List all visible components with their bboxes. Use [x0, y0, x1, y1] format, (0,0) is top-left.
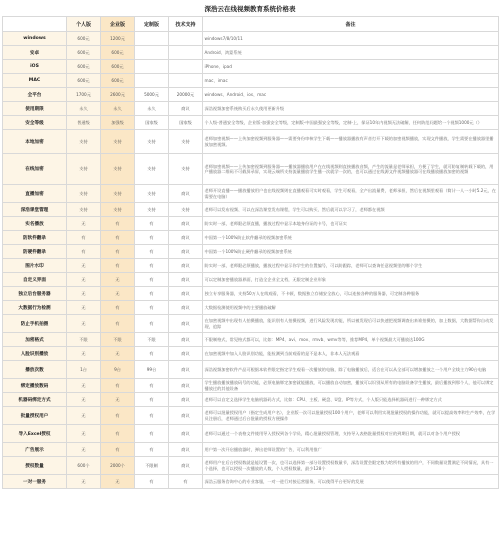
cell-enterprise: 支持	[101, 203, 135, 217]
row-feature: 机器码绑定方式	[3, 393, 67, 407]
row-note: mac、imac	[203, 74, 499, 88]
table-row	[3, 301, 499, 315]
header-enterprise: 企业版	[101, 17, 135, 32]
row-feature: 绑定播放数码	[3, 379, 67, 393]
cell-personal: 有	[67, 231, 101, 245]
row-feature: windows	[3, 32, 67, 46]
cell-support: 商议	[169, 347, 203, 361]
cell-personal: 无	[67, 315, 101, 333]
cell-enterprise: 加强级	[101, 116, 135, 130]
cell-custom: 有	[135, 379, 169, 393]
row-note: 老师加密视频——上传加密视频到服务器——需要身份审核学生下载——播放器播放有声音打开下载的加密视频播放，实现文件播放，学生需要在播放器里播放加密视频。	[203, 130, 499, 154]
cell-personal: 无	[67, 379, 101, 393]
cell-personal: 永久	[67, 102, 101, 116]
row-note: 中国第一个100%防止硬件翻录的视频加密系统	[203, 245, 499, 259]
cell-enterprise: 2000个	[101, 457, 135, 475]
cell-personal: 无	[67, 443, 101, 457]
cell-enterprise: 有	[101, 379, 135, 393]
header-row	[3, 17, 499, 32]
cell-custom: 国家级	[135, 116, 169, 130]
table-row	[3, 74, 499, 88]
table-row	[3, 443, 499, 457]
cell-personal: 600元	[67, 32, 101, 46]
cell-support: 支持	[169, 130, 203, 154]
cell-enterprise: 600元	[101, 60, 135, 74]
row-feature: 实名播放	[3, 217, 67, 231]
cell-custom: 有	[135, 301, 169, 315]
cell-support: 国家级	[169, 116, 203, 130]
table-row	[3, 475, 499, 489]
cell-support: 商议	[169, 443, 203, 457]
row-note: windows、Android、ios、mac	[203, 88, 499, 102]
table-body	[3, 32, 499, 489]
row-note: 大数据检测使用视频中的主要播放破解	[203, 301, 499, 315]
cell-support	[169, 74, 203, 88]
cell-personal: 无	[67, 425, 101, 443]
cell-custom: 有	[135, 347, 169, 361]
cell-support	[169, 32, 203, 46]
table-row	[3, 185, 499, 203]
cell-enterprise: 支持	[101, 185, 135, 203]
cell-enterprise: 有	[101, 443, 135, 457]
cell-custom	[135, 32, 169, 46]
table-row	[3, 407, 499, 425]
row-feature: 在线加密	[3, 154, 67, 185]
row-feature: 本地加密	[3, 130, 67, 154]
table-row	[3, 130, 499, 154]
cell-enterprise: 有	[101, 217, 135, 231]
cell-support: 商议	[169, 333, 203, 347]
row-note: 在加密视频中出现有人拍摄播放，能识别有人拍摄视频，进行风险发现功能，所以被发现后可以快速把视频调查出来谁拍摄的，加上数据，大数据帮你自动发现，追踪	[203, 315, 499, 333]
row-feature: 直播加密	[3, 185, 67, 203]
cell-enterprise: 有	[101, 407, 135, 425]
cell-enterprise: 9台	[101, 361, 135, 379]
cell-enterprise: 有	[101, 301, 135, 315]
cell-personal: 600个	[67, 457, 101, 475]
row-note: 老师可以自定义选择学生电脑机器码方式，比如：CPU、主板、硬盘、U盘、IP等方式，个人版只能选择机器码进行一种绑定方式	[203, 393, 499, 407]
row-feature: 广告展示	[3, 443, 67, 457]
row-feature: 安卓	[3, 46, 67, 60]
table-row	[3, 203, 499, 217]
cell-personal: 1700元	[67, 88, 101, 102]
cell-enterprise: 永久	[101, 102, 135, 116]
cell-personal: 无	[67, 273, 101, 287]
cell-custom: 有	[135, 443, 169, 457]
table-row	[3, 393, 499, 407]
cell-custom	[135, 60, 169, 74]
cell-support: 商议	[169, 425, 203, 443]
cell-personal: 无	[67, 301, 101, 315]
cell-personal: 支持	[67, 130, 101, 154]
row-note: 老师可以通过一个表格文件使用导入授权到各个学员，精心批量授权管理，支持导入表格批量授权对应的到期日期，就可以对各个用户授权	[203, 425, 499, 443]
table-row	[3, 231, 499, 245]
cell-custom: 有	[135, 475, 169, 489]
cell-support: 商议	[169, 273, 203, 287]
cell-enterprise: 支持	[101, 154, 135, 185]
cell-enterprise: 无	[101, 347, 135, 361]
cell-personal: 无	[67, 475, 101, 489]
cell-custom: 99台	[135, 361, 169, 379]
header-notes: 备注	[203, 17, 499, 32]
cell-custom: 有	[135, 231, 169, 245]
cell-personal: 600元	[67, 46, 101, 60]
row-note: 在加密视频中加入人脸识别功能，能检测到当前观看的是不是本人，非本人无法观看	[203, 347, 499, 361]
table-row	[3, 245, 499, 259]
cell-support: 商议	[169, 259, 203, 273]
cell-custom: 5000元	[135, 88, 169, 102]
row-note: 学生播放播放播放码号的功能，必须电脑绑定加密就能播放，可以播放自动加密，播放可以识别从所有的电脑设备学生播放，最后播放到那个人，他可以绑定播放过的其他设备	[203, 379, 499, 393]
row-feature: 一对一服务	[3, 475, 67, 489]
cell-support: 商议	[169, 102, 203, 116]
row-feature: 大数据行为检测	[3, 301, 67, 315]
cell-enterprise: 有	[101, 259, 135, 273]
table-row	[3, 60, 499, 74]
cell-custom	[135, 46, 169, 60]
table-row	[3, 154, 499, 185]
cell-enterprise: 无	[101, 273, 135, 287]
cell-support: 商议	[169, 231, 203, 245]
row-note: 用户第一次开启播放器时，弹出老师设置的广告，可以利用推广	[203, 443, 499, 457]
header-custom: 定制版	[135, 17, 169, 32]
cell-personal: 600元	[67, 60, 101, 74]
cell-personal: 无	[67, 217, 101, 231]
cell-custom: 支持	[135, 130, 169, 154]
row-note: 老师开设直播——播放播放用户也在线视频则在直播观看可实时观看，学生可观看，全产出流量费，老师承担，然后在视频里观看（简计一人一小时5.2元，在需要在电脑）	[203, 185, 499, 203]
cell-custom: 有	[135, 259, 169, 273]
cell-custom: 不限制	[135, 457, 169, 475]
cell-support: 支持	[169, 203, 203, 217]
cell-personal: 无	[67, 259, 101, 273]
cell-support: 商议	[169, 301, 203, 315]
cell-enterprise: 不限	[101, 333, 135, 347]
cell-support: 商议	[169, 407, 203, 425]
row-feature: 使用期限	[3, 102, 67, 116]
cell-support: 商议	[169, 361, 203, 379]
table-row	[3, 287, 499, 301]
cell-support: 支持	[169, 154, 203, 185]
cell-custom: 有	[135, 217, 169, 231]
row-note: iPhone、ipad	[203, 60, 499, 74]
header-support: 技术支持	[169, 17, 203, 32]
cell-personal: 支持	[67, 203, 101, 217]
row-note: 老师用户在后台授权数就是能设置一次，也可以选择第一部分设置授权数量节，深浩设置会限定数为给所有播放的用户，不同数量设置满足不同情况，具有一个选择，也可以授权一次播放的人数，个人授权数量，最少128个	[203, 457, 499, 475]
cell-support: 商议	[169, 185, 203, 203]
row-note: 老师可以批量授权用户（指定生成用户名），企业版一次可以批量授权100个用户，老师可以利用实现批量授权的操作功能，就可以提高效率和生产效率，在学员注册后，老师通过后台批量的授权方便操作	[203, 407, 499, 425]
cell-enterprise: 无	[101, 287, 135, 301]
cell-enterprise: 2600元	[101, 88, 135, 102]
cell-custom: 有	[135, 273, 169, 287]
table-row	[3, 457, 499, 475]
row-note: 防实时一部，老师限必须播放，播放过程中显示你学生的位置编号，可以防跟踪，老师可以查询任意视频里的哪个学生	[203, 259, 499, 273]
cell-custom: 有	[135, 287, 169, 301]
cell-custom: 支持	[135, 203, 169, 217]
cell-custom: 支持	[135, 154, 169, 185]
cell-support	[169, 60, 203, 74]
table-row	[3, 32, 499, 46]
row-note: 防实时一部，老师限必须直播，播放过程中显示本地身份证的卡号，也可证实	[203, 217, 499, 231]
cell-enterprise: 有	[101, 245, 135, 259]
row-note: 不限制格式，常见格式都可以，比如：MP4、avi、mov、rmvb、wmv等等，推荐MP4，单个视频最大可播放达100G	[203, 333, 499, 347]
row-note: 中国第一个100%防止软件翻录的视频加密系统	[203, 231, 499, 245]
cell-support: 20000元	[169, 88, 203, 102]
row-feature: 防硬件翻录	[3, 245, 67, 259]
cell-personal: 600元	[67, 74, 101, 88]
table-row	[3, 315, 499, 333]
row-note: 老师加密视频——上传加密视频到服务器——播放器播放用户在在线视频则直接播放音频，产生的流量是老师承担，方便了学生，就可防复制转载下载的，用户播放器二维码不可截屏录屏，实现云端所支持流量播放学生播一次就学一次的，也可以通过在线源文件视频播放器可在线播放播放加密的视频	[203, 154, 499, 185]
table-row	[3, 347, 499, 361]
row-feature: 安全等级	[3, 116, 67, 130]
row-feature: MAC	[3, 74, 67, 88]
row-note: 可以定制加密播放器界面，打造全企业全文档，无限定制企业形象	[203, 273, 499, 287]
table-row	[3, 425, 499, 443]
cell-personal: 有	[67, 245, 101, 259]
cell-enterprise: 无	[101, 393, 135, 407]
row-feature: 自定义界面	[3, 273, 67, 287]
table-row	[3, 273, 499, 287]
row-feature: 全平台	[3, 88, 67, 102]
row-note: 深浩视频加密软件产品可根据本软件限定指定学生观看一次播放的电脑，除了电脑播放后，适合在可以从全部可以增加播放之一个用户全线主力90台电脑	[203, 361, 499, 379]
cell-enterprise: 有	[101, 425, 135, 443]
header-feature	[3, 17, 67, 32]
header-personal: 个人版	[67, 17, 101, 32]
row-feature: 播放次数	[3, 361, 67, 379]
row-note: 深浩视频加密系统购买后永久使用更新升级	[203, 102, 499, 116]
cell-enterprise: 有	[101, 315, 135, 333]
cell-enterprise: 600元	[101, 74, 135, 88]
cell-support: 商议	[169, 393, 203, 407]
row-note: windows7/8/10/11	[203, 32, 499, 46]
cell-custom: 有	[135, 407, 169, 425]
row-note: 个人级-普通安全等级，企业版-加强安全等级，定制版-中国最强安全等级，定制-上，保证10年内视频无法破解，任何防范问题给一个视频1000元（）	[203, 116, 499, 130]
cell-support: 商议	[169, 379, 203, 393]
cell-personal: 支持	[67, 154, 101, 185]
cell-custom: 有	[135, 425, 169, 443]
row-note: 老师可以发布视频、可以在深浩课堂发布课程，学生可以购买、然后就可以学习了，老师都在视频	[203, 203, 499, 217]
table-row	[3, 46, 499, 60]
cell-custom: 有	[135, 393, 169, 407]
cell-support	[169, 46, 203, 60]
cell-support: 商议	[169, 287, 203, 301]
row-feature: 图片水印	[3, 259, 67, 273]
cell-personal: 无	[67, 407, 101, 425]
cell-personal: 无	[67, 347, 101, 361]
row-feature: 独立后台服务器	[3, 287, 67, 301]
cell-personal: 普通级	[67, 116, 101, 130]
cell-enterprise: 支持	[101, 130, 135, 154]
table-row	[3, 333, 499, 347]
row-feature: 人脸识别播放	[3, 347, 67, 361]
table-row	[3, 361, 499, 379]
row-feature: 导入Excel授权	[3, 425, 67, 443]
row-feature: 加密格式	[3, 333, 67, 347]
cell-support: 商议	[169, 217, 203, 231]
cell-support: 商议	[169, 315, 203, 333]
cell-custom: 有	[135, 315, 169, 333]
cell-personal: 支持	[67, 185, 101, 203]
cell-custom: 永久	[135, 102, 169, 116]
table-row	[3, 379, 499, 393]
table-row	[3, 88, 499, 102]
table-row	[3, 102, 499, 116]
cell-support: 商议	[169, 245, 203, 259]
cell-enterprise: 有	[101, 231, 135, 245]
row-feature: 授权数量	[3, 457, 67, 475]
cell-personal: 不限	[67, 333, 101, 347]
cell-custom: 有	[135, 245, 169, 259]
page-title: 深浩云在线视频教育系统价格表	[204, 5, 296, 13]
cell-enterprise: 600元	[101, 46, 135, 60]
cell-enterprise: 无	[101, 475, 135, 489]
row-note: 深浩云服务咨询中心的专业客服，一对一进行对接运营服务，可以使得平台更好的发展	[203, 475, 499, 489]
cell-custom	[135, 74, 169, 88]
price-table	[2, 16, 499, 489]
table-row	[3, 217, 499, 231]
cell-custom: 不限	[135, 333, 169, 347]
row-feature: 防软件翻录	[3, 231, 67, 245]
cell-personal: 1台	[67, 361, 101, 379]
row-feature: iOS	[3, 60, 67, 74]
cell-support: 商议	[169, 457, 203, 475]
table-row	[3, 116, 499, 130]
row-feature: 深浩课堂管理	[3, 203, 67, 217]
cell-personal: 无	[67, 287, 101, 301]
price-sheet	[0, 2, 500, 550]
table-row	[3, 259, 499, 273]
row-feature: 防止手机拍摄	[3, 315, 67, 333]
cell-personal: 无	[67, 393, 101, 407]
row-note: 独立专享服务器，支持50万人在线观看，不卡顿，数据独立存储安全放心，可以连接各种的服务器，可定制各种服务	[203, 287, 499, 301]
cell-enterprise: 1200元	[101, 32, 135, 46]
cell-custom: 支持	[135, 185, 169, 203]
row-feature: 批量授权用户	[3, 407, 67, 425]
cell-support: 有	[169, 475, 203, 489]
row-note: Android、鸿蒙系统	[203, 46, 499, 60]
